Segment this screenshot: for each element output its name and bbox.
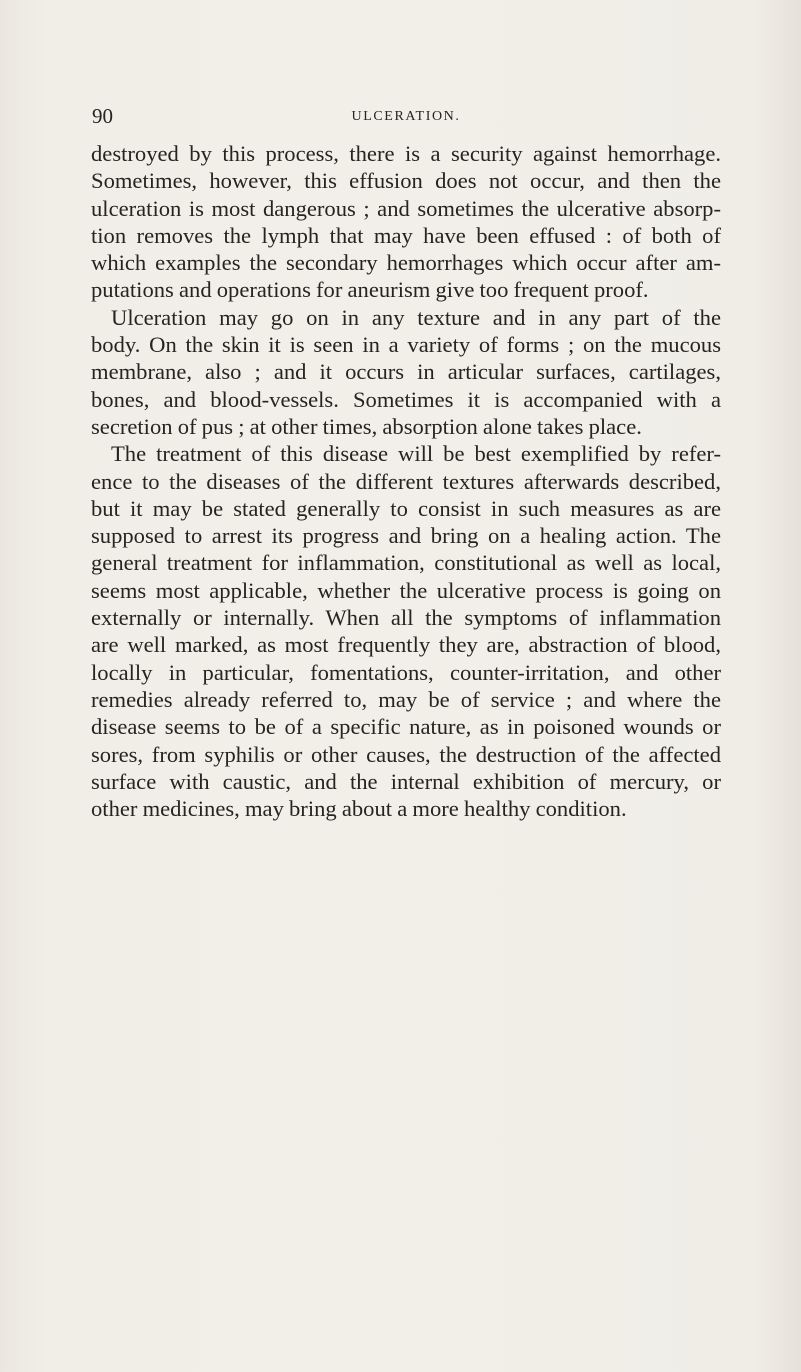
text-line: locally in particular, fomentations, counter-irritation, and other: [91, 659, 721, 685]
text-line: surface with caustic, and the internal exhibition of mercury, or: [91, 768, 721, 794]
text-line: ulceration is most dangerous ; and sometimes the ulcerative absorp-: [91, 195, 721, 221]
text-line: Ulceration may go on in any texture and in any part of the: [111, 304, 721, 330]
body-text: [91, 140, 721, 822]
text-line: sores, from syphilis or other causes, the destruction of the affected: [91, 741, 721, 767]
text-line: externally or internally. When all the symptoms of inflammation: [91, 605, 721, 631]
text-line: which examples the secondary hemorrhages which occur after am-: [91, 250, 721, 276]
text-line: destroyed by this process, there is a security against hemorrhage.: [91, 141, 721, 166]
text-line: seems most applicable, whether the ulcerative process is going on: [91, 577, 721, 603]
text-line: ence to the diseases of the different textures afterwards described,: [91, 468, 721, 494]
text-line: membrane, also ; and it occurs in articular surfaces, cartilages,: [91, 359, 721, 385]
text-line: secretion of pus ; at other times, absorption alone takes place.: [91, 413, 642, 439]
page-number: 90: [92, 104, 113, 128]
text-line: body. On the skin it is seen in a variety of forms ; on the mucous: [91, 332, 721, 358]
running-head: ULCERATION.: [351, 109, 461, 124]
text-line: supposed to arrest its progress and bring on a healing action. The: [91, 523, 721, 549]
text-line: putations and operations for aneurism give too frequent proof.: [91, 277, 649, 303]
text-line: tion removes the lymph that may have been effused : of both of: [91, 222, 721, 248]
text-line: The treatment of this disease will be best exemplified by refer-: [111, 441, 721, 467]
text-line: but it may be stated generally to consist in such measures as are: [91, 495, 721, 521]
text-line: other medicines, may bring about a more healthy condition.: [91, 796, 627, 822]
text-line: are well marked, as most frequently they are, abstraction of blood,: [91, 632, 721, 658]
text-line: remedies already referred to, may be of service ; and where the: [91, 686, 721, 712]
text-line: Sometimes, however, this effusion does not occur, and then the: [91, 168, 721, 194]
text-line: bones, and blood-vessels. Sometimes it is accompanied with a: [91, 386, 721, 412]
page-header: [92, 104, 720, 128]
text-line: general treatment for inflammation, constitutional as well as local,: [91, 550, 721, 576]
text-line: disease seems to be of a specific nature, as in poisoned wounds or: [91, 714, 721, 740]
